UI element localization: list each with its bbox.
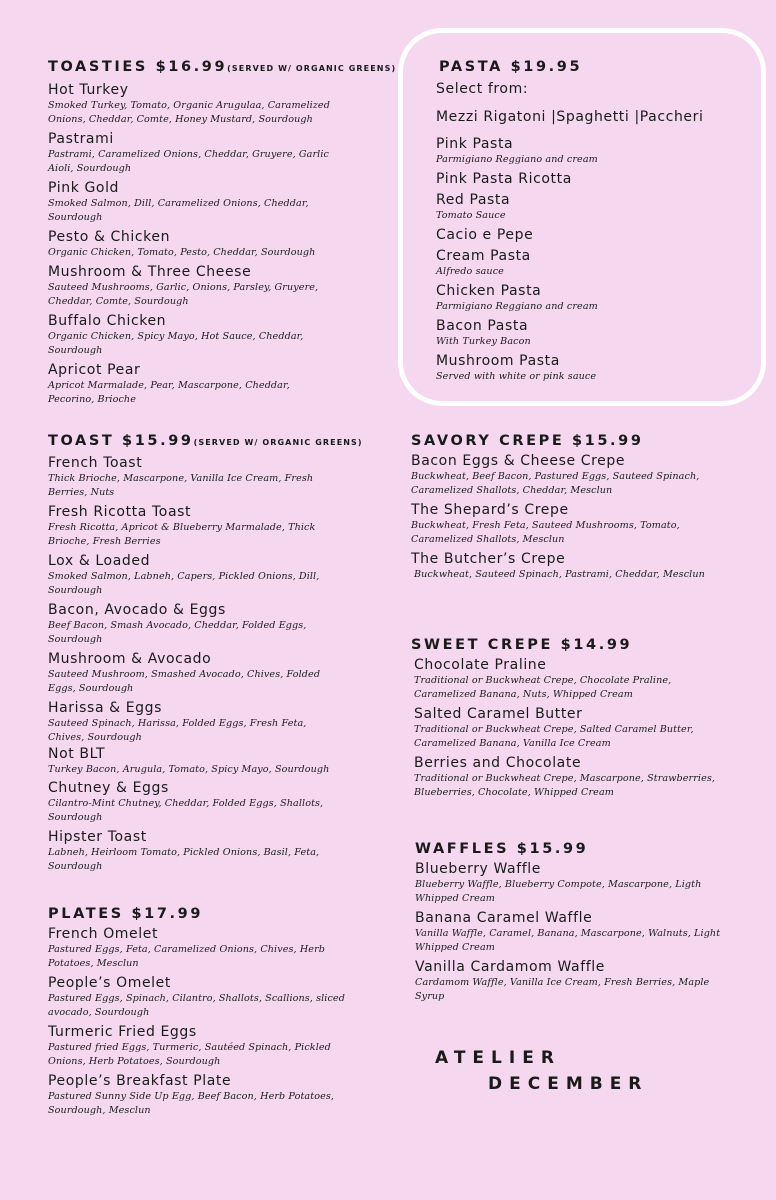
item-name: Buffalo Chicken bbox=[48, 313, 167, 329]
menu-item bbox=[48, 975, 348, 1020]
item-description: Organic Chicken, Spicy Mayo, Hot Sauce, Cheddar, Sourdough bbox=[48, 331, 304, 356]
pasta-list bbox=[436, 136, 756, 384]
item-name: Fresh Ricotta Toast bbox=[48, 504, 192, 520]
item-name: Bacon Pasta bbox=[436, 318, 529, 334]
item-description: Sauteed Spinach, Harissa, Folded Eggs, Fresh Feta, Chives, Sourdough bbox=[48, 718, 307, 743]
toasties-list bbox=[48, 82, 333, 407]
item-name: Cacio e Pepe bbox=[436, 227, 534, 243]
menu-item bbox=[436, 248, 756, 279]
menu-item bbox=[436, 227, 756, 244]
pasta-shapes: Mezzi Rigatoni |Spaghetti |Paccheri bbox=[436, 109, 704, 125]
item-description: Cilantro-Mint Chutney, Cheddar, Folded Eggs, Shallots, Sourdough bbox=[48, 798, 324, 823]
sweet-crepe-list bbox=[414, 657, 724, 800]
toast-title-text: TOAST $15.99 bbox=[48, 433, 194, 449]
item-name: Chicken Pasta bbox=[436, 283, 542, 299]
pasta-select-label: Select from: bbox=[436, 81, 529, 97]
item-name: Lox & Loaded bbox=[48, 553, 151, 569]
menu-item bbox=[48, 553, 338, 598]
plates-list bbox=[48, 926, 348, 1118]
menu-item bbox=[48, 362, 333, 407]
menu-item bbox=[415, 910, 730, 955]
item-name: Pink Pasta bbox=[436, 136, 514, 152]
item-name: Salted Caramel Butter bbox=[414, 706, 583, 722]
item-description: Pastured Sunny Side Up Egg, Beef Bacon, Herb Potatoes, Sourdough, Mesclun bbox=[48, 1091, 335, 1116]
menu-item bbox=[436, 353, 756, 384]
item-name: The Shepard’s Crepe bbox=[411, 502, 569, 518]
toasties-note: (SERVED W/ ORGANIC GREENS) bbox=[227, 64, 397, 73]
menu-item bbox=[48, 264, 333, 309]
item-description: Buckwheat, Fresh Feta, Sauteed Mushrooms, Tomato, Caramelized Shallots, Mesclun bbox=[411, 520, 680, 545]
item-name: People’s Omelet bbox=[48, 975, 171, 991]
item-name: Hot Turkey bbox=[48, 82, 129, 98]
item-name: Red Pasta bbox=[436, 192, 511, 208]
item-name: Chutney & Eggs bbox=[48, 780, 169, 796]
menu-item bbox=[48, 313, 333, 358]
item-name: Chocolate Praline bbox=[414, 657, 547, 673]
item-description: Parmigiano Reggiano and cream bbox=[436, 301, 598, 312]
menu-item bbox=[48, 180, 333, 225]
sweet-crepe-title: SWEET CREPE $14.99 bbox=[411, 637, 633, 653]
item-description: Labneh, Heirloom Tomato, Pickled Onions, Basil, Feta, Sourdough bbox=[48, 847, 320, 872]
menu-item bbox=[436, 136, 756, 167]
menu-item bbox=[48, 602, 338, 647]
item-name: Pesto & Chicken bbox=[48, 229, 171, 245]
item-description: Served with white or pink sauce bbox=[436, 371, 597, 382]
menu-item bbox=[48, 746, 338, 777]
menu-item bbox=[48, 82, 333, 127]
item-name: French Toast bbox=[48, 455, 143, 471]
item-description: Sauteed Mushroom, Smashed Avocado, Chives, Folded Eggs, Sourdough bbox=[48, 669, 321, 694]
menu-item bbox=[414, 755, 724, 800]
savory-crepe-title: SAVORY CREPE $15.99 bbox=[411, 433, 644, 449]
item-description: With Turkey Bacon bbox=[436, 336, 531, 347]
item-description: Pastrami, Caramelized Onions, Cheddar, Gruyere, Garlic Aioli, Sourdough bbox=[48, 149, 329, 174]
item-name: Hipster Toast bbox=[48, 829, 147, 845]
menu-item bbox=[436, 283, 756, 314]
item-description: Alfredo sauce bbox=[436, 266, 504, 277]
toasties-section bbox=[48, 58, 397, 407]
item-description: Smoked Salmon, Labneh, Capers, Pickled Onions, Dill, Sourdough bbox=[48, 571, 320, 596]
menu-item bbox=[411, 502, 726, 547]
item-description: Traditional or Buckwheat Crepe, Mascarpone, Strawberries, Blueberries, Chocolate, Whipped Cream bbox=[414, 773, 716, 798]
menu-item bbox=[48, 926, 348, 971]
menu-item bbox=[436, 171, 756, 188]
item-name: Cream Pasta bbox=[436, 248, 531, 264]
plates-section bbox=[48, 905, 368, 1118]
menu-item bbox=[48, 700, 338, 745]
item-description: Pastured Eggs, Feta, Caramelized Onions, Chives, Herb Potatoes, Mesclun bbox=[48, 944, 326, 969]
item-name: Mushroom Pasta bbox=[436, 353, 560, 369]
menu-item bbox=[411, 551, 726, 582]
item-description: Apricot Marmalade, Pear, Mascarpone, Cheddar, Pecorino, Brioche bbox=[48, 380, 290, 405]
item-description: Buckwheat, Sauteed Spinach, Pastrami, Cheddar, Mesclun bbox=[414, 569, 705, 580]
item-name: Pink Pasta Ricotta bbox=[436, 171, 572, 187]
brand-line-2: DECEMBER bbox=[488, 1074, 649, 1094]
item-name: Bacon Eggs & Cheese Crepe bbox=[411, 453, 626, 469]
item-description: Parmigiano Reggiano and cream bbox=[436, 154, 598, 165]
waffles-section bbox=[415, 840, 745, 1004]
item-name: Vanilla Cardamom Waffle bbox=[415, 959, 605, 975]
item-description: Turkey Bacon, Arugula, Tomato, Spicy Mayo, Sourdough bbox=[48, 764, 330, 775]
menu-item bbox=[48, 504, 338, 549]
item-description: Smoked Turkey, Tomato, Organic Arugulaa, Caramelized Onions, Cheddar, Comte, Honey Mustard, Sourdough bbox=[48, 100, 330, 125]
item-name: French Omelet bbox=[48, 926, 159, 942]
item-description: Buckwheat, Beef Bacon, Pastured Eggs, Sauteed Spinach, Caramelized Shallots, Cheddar, Mesclun bbox=[411, 471, 700, 496]
item-description: Pastured fried Eggs, Turmeric, Sautéed Spinach, Pickled Onions, Herb Potatoes, Sourdough bbox=[48, 1042, 331, 1067]
item-name: Turmeric Fried Eggs bbox=[48, 1024, 197, 1040]
item-description: Sauteed Mushrooms, Garlic, Onions, Parsley, Gruyere, Cheddar, Comte, Sourdough bbox=[48, 282, 319, 307]
savory-crepe-section bbox=[411, 432, 741, 582]
menu-item bbox=[48, 131, 333, 176]
menu-item bbox=[414, 657, 724, 702]
menu-item bbox=[48, 1073, 348, 1118]
item-name: Pink Gold bbox=[48, 180, 120, 196]
menu-item bbox=[436, 318, 756, 349]
toast-section bbox=[48, 432, 388, 874]
item-name: Berries and Chocolate bbox=[414, 755, 582, 771]
item-name: Harissa & Eggs bbox=[48, 700, 163, 716]
item-name: Apricot Pear bbox=[48, 362, 141, 378]
menu-item bbox=[48, 780, 338, 825]
plates-title: PLATES $17.99 bbox=[48, 906, 204, 922]
menu-item bbox=[414, 706, 724, 751]
item-description: Pastured Eggs, Spinach, Cilantro, Shallots, Scallions, sliced avocado, Sourdough bbox=[48, 993, 345, 1018]
item-name: Pastrami bbox=[48, 131, 114, 147]
item-name: Bacon, Avocado & Eggs bbox=[48, 602, 226, 618]
item-name: Mushroom & Three Cheese bbox=[48, 264, 252, 280]
item-description: Blueberry Waffle, Blueberry Compote, Mascarpone, Ligth Whipped Cream bbox=[415, 879, 702, 904]
waffles-title: WAFFLES $15.99 bbox=[415, 841, 589, 857]
menu-item bbox=[415, 861, 730, 906]
item-description: Thick Brioche, Mascarpone, Vanilla Ice Cream, Fresh Berries, Nuts bbox=[48, 473, 314, 498]
sweet-crepe-section bbox=[411, 636, 741, 800]
item-description: Beef Bacon, Smash Avocado, Cheddar, Folded Eggs, Sourdough bbox=[48, 620, 307, 645]
item-description: Smoked Salmon, Dill, Caramelized Onions, Cheddar, Sourdough bbox=[48, 198, 309, 223]
toast-list bbox=[48, 455, 338, 874]
menu-item bbox=[48, 829, 338, 874]
menu-item bbox=[436, 192, 756, 223]
menu-item bbox=[48, 651, 338, 696]
menu-item bbox=[48, 455, 338, 500]
item-description: Traditional or Buckwheat Crepe, Chocolate Praline, Caramelized Banana, Nuts, Whipped Cream bbox=[414, 675, 672, 700]
item-name: The Butcher’s Crepe bbox=[411, 551, 566, 567]
menu-item bbox=[411, 453, 726, 498]
item-description: Tomato Sauce bbox=[436, 210, 506, 221]
item-description: Cardamom Waffle, Vanilla Ice Cream, Fresh Berries, Maple Syrup bbox=[415, 977, 710, 1002]
item-description: Traditional or Buckwheat Crepe, Salted Caramel Butter, Caramelized Banana, Vanilla Ice Cream bbox=[414, 724, 694, 749]
item-name: Not BLT bbox=[48, 746, 106, 762]
menu-item bbox=[48, 229, 333, 260]
item-description: Fresh Ricotta, Apricot & Blueberry Marmalade, Thick Brioche, Fresh Berries bbox=[48, 522, 316, 547]
item-name: Blueberry Waffle bbox=[415, 861, 541, 877]
pasta-section bbox=[436, 58, 756, 384]
toast-note: (SERVED W/ ORGANIC GREENS) bbox=[193, 438, 363, 447]
toasties-title bbox=[48, 58, 397, 78]
savory-crepe-list bbox=[411, 453, 726, 582]
item-name: Mushroom & Avocado bbox=[48, 651, 212, 667]
menu-item bbox=[48, 1024, 348, 1069]
pasta-title: PASTA $19.95 bbox=[439, 59, 583, 75]
toasties-title-text: TOASTIES $16.99 bbox=[48, 59, 228, 75]
menu-item bbox=[415, 959, 730, 1004]
item-description: Organic Chicken, Tomato, Pesto, Cheddar, Sourdough bbox=[48, 247, 316, 258]
toast-title bbox=[48, 432, 388, 452]
item-name: People’s Breakfast Plate bbox=[48, 1073, 232, 1089]
waffles-list bbox=[415, 861, 730, 1004]
item-name: Banana Caramel Waffle bbox=[415, 910, 593, 926]
brand-line-1: ATELIER bbox=[435, 1048, 561, 1068]
item-description: Vanilla Waffle, Caramel, Banana, Mascarpone, Walnuts, Light Whipped Cream bbox=[415, 928, 721, 953]
